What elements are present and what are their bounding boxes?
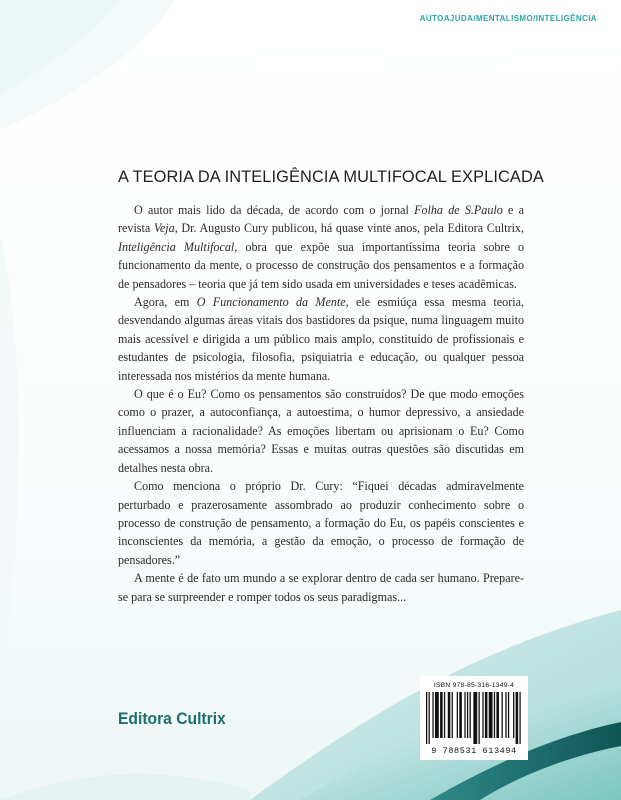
barcode-bar [435,692,439,738]
barcode-bar [426,692,427,744]
barcode-bar [448,692,451,738]
barcode-bar [494,692,495,738]
synopsis-text [118,201,524,606]
category-label: AUTOAJUDA/MENTALISMO/INTELIGÊNCIA [419,14,597,23]
publisher-logo-text: Editora Cultrix [118,709,226,728]
barcode-bar [429,692,430,744]
synopsis-paragraph-1: O autor mais lido da década, de acordo com o jornal Folha de S.Paulo e a revista Veja, Dr. Augusto Cury publicou, há quase vinte anos, pela Editora Cultrix, Inteligência Multifocal, obra que expõe sua importantíssima teoria sobre o funcionamento da mente, o processo de construção dos pensamentos e a formação de pensadores – teoria que já tem sido usada em universidades e teses acadêmicas. [118,203,524,291]
isbn-barcode [420,676,528,760]
barcode-bar [444,692,445,738]
barcode-bars [426,692,522,744]
barcode-bar [496,692,499,738]
barcode-bar [516,692,519,744]
barcode-bar [459,692,462,738]
barcode-bar [482,692,483,738]
barcode-bar [505,692,506,738]
barcode-bar [478,692,479,744]
barcode-bar [485,692,488,738]
barcode-bar [467,692,468,738]
barcode-bar [502,692,503,738]
synopsis-paragraph-2: Agora, em O Funcionamento da Mente, ele esmiúça essa mesma teoria, desvendando algumas áreas vitais dos bastidores da psique, numa linguagem muito mais acessível e dirigida a um público mais amplo, constituído de profissionais e estudantes de psicologia, filosofia, psiquiatria e educação, ou qualquer pessoa interessada nos mistérios da mente humana. [118,295,524,383]
barcode-bar [457,692,458,738]
barcode-bar [432,692,433,738]
barcode-bar [440,692,443,738]
synopsis-paragraph-3: O que é o Eu? Como os pensamentos são construídos? De que modo emoções como o prazer, a autoconfiança, a autoestima, o humor depressivo, a ansiedade influenciam a racionalidade? As emoções libertam ou aprisionam o Eu? Como acessamos a nossa memória? Essas e muitas outras questões são discutidas em detalhes nesta obra. [118,387,524,475]
barcode-bar [489,692,493,738]
synopsis-paragraph-4: Como menciona o próprio Dr. Cury: “Fiquei décadas admiravelmente perturbado e prazerosamente assombrado ao produzir conhecimento sobre o processo de construção de pensamento, a formação do Eu, os papéis conscientes e inconscientes da memória, a gestão da emoção, o processo de formação de pensadores.” [118,479,524,567]
barcode-bar [508,692,509,738]
barcode-bar [519,692,520,744]
isbn-label: ISBN 978-85-316-1349-4 [433,682,515,689]
barcode-digits: 9 788531 613494 [431,746,517,756]
barcode-bar [470,692,471,738]
barcode-bar [513,692,514,738]
back-cover-heading: A TEORIA DA INTELIGÊNCIA MULTIFOCAL EXPLICADA [118,168,544,186]
synopsis-paragraph-5: A mente é de fato um mundo a se explorar dentro de cada ser humano. Prepare-se para se surpreender e romper todos os seus paradigmas... [118,571,524,604]
barcode-bar [473,692,477,744]
barcode-bar [452,692,453,738]
barcode-bar [464,692,465,738]
